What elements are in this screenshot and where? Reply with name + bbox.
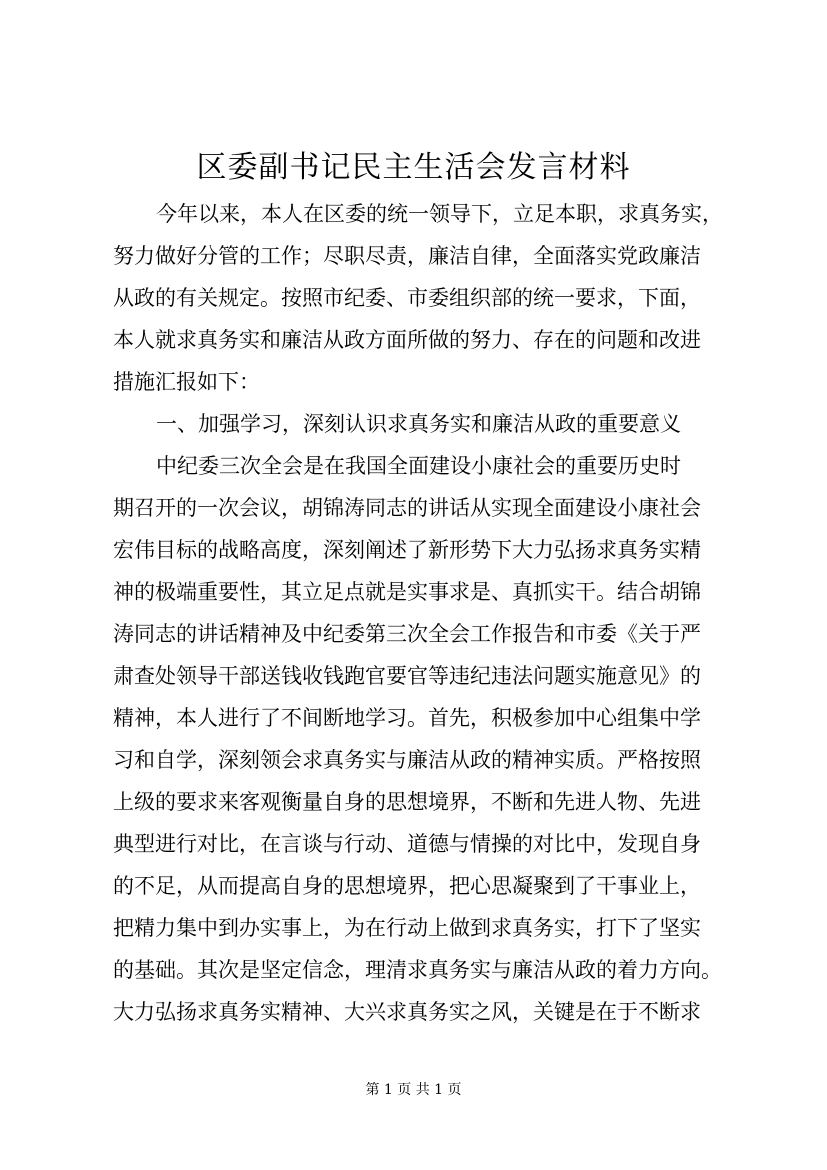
paragraph-line: 措施汇报如下： xyxy=(113,370,260,394)
paragraph-line: 的基础。其次是坚定信念，理清求真务实与廉洁从政的着力方向。 xyxy=(113,958,722,982)
document-body xyxy=(113,193,723,1033)
paragraph-line: 肃查处领导干部送钱收钱跑官要官等违纪违法问题实施意见》的 xyxy=(113,664,701,688)
page-footer: 第 1 页 共 1 页 xyxy=(365,1082,462,1098)
document-title: 区委副书记民主生活会发言材料 xyxy=(196,150,631,185)
paragraph-line: 上级的要求来客观衡量自身的思想境界，不断和先进人物、先进 xyxy=(113,790,701,814)
paragraph-line: 大力弘扬求真务实精神、大兴求真务实之风，关键是在于不断求 xyxy=(113,1000,701,1024)
paragraph-line: 把精力集中到办实事上，为在行动上做到求真务实，打下了坚实 xyxy=(113,916,701,940)
paragraph-line: 精神，本人进行了不间断地学习。首先，积极参加中心组集中学 xyxy=(113,706,701,730)
paragraph-line: 努力做好分管的工作；尽职尽责，廉洁自律，全面落实党政廉洁 xyxy=(113,244,701,268)
paragraph-line: 期召开的一次会议，胡锦涛同志的讲话从实现全面建设小康社会 xyxy=(113,496,701,520)
paragraph-line: 神的极端重要性，其立足点就是实事求是、真抓实干。结合胡锦 xyxy=(113,580,701,604)
paragraph-line: 的不足，从而提高自身的思想境界，把心思凝聚到了干事业上， xyxy=(113,874,701,898)
section-heading: 一、加强学习，深刻认识求真务实和廉洁从政的重要意义 xyxy=(156,412,681,436)
paragraph-line: 习和自学，深刻领会求真务实与廉洁从政的精神实质。严格按照 xyxy=(113,748,701,772)
paragraph-line: 今年以来，本人在区委的统一领导下，立足本职，求真务实， xyxy=(156,202,723,226)
paragraph-line: 涛同志的讲话精神及中纪委第三次全会工作报告和市委《关于严 xyxy=(113,622,701,646)
paragraph-line: 从政的有关规定。按照市纪委、市委组织部的统一要求，下面， xyxy=(113,286,701,310)
paragraph-line: 典型进行对比，在言谈与行动、道德与情操的对比中，发现自身 xyxy=(113,832,701,856)
paragraph-line: 本人就求真务实和廉洁从政方面所做的努力、存在的问题和改进 xyxy=(113,328,701,352)
paragraph-line: 中纪委三次全会是在我国全面建设小康社会的重要历史时 xyxy=(156,454,681,478)
paragraph-line: 宏伟目标的战略高度，深刻阐述了新形势下大力弘扬求真务实精 xyxy=(113,538,701,562)
